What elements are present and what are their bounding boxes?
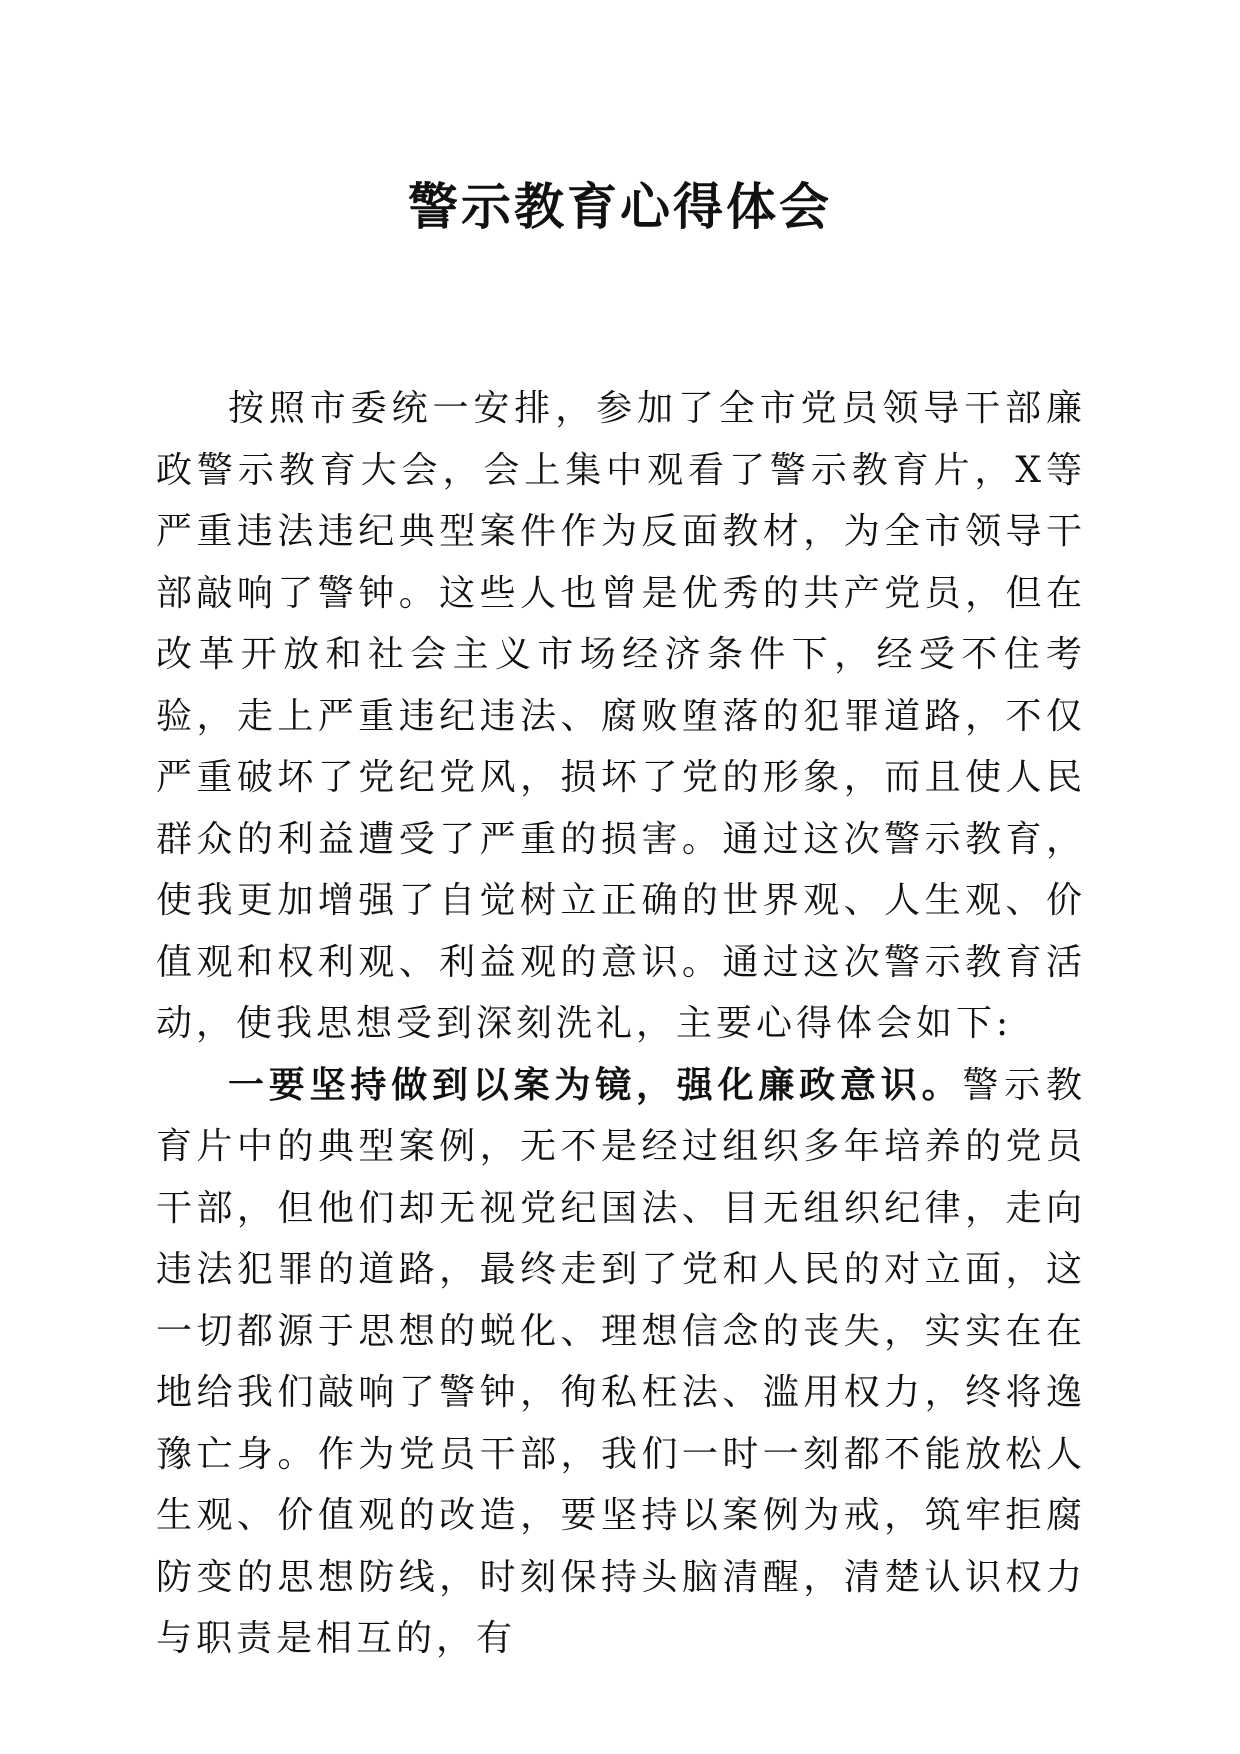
document-body bbox=[156, 378, 1086, 1670]
document-title: 警示教育心得体会 bbox=[408, 177, 832, 236]
paragraph-lead-heading: 一要坚持做到以案为镜，强化廉政意识。 bbox=[228, 1064, 963, 1106]
paragraph-intro bbox=[156, 378, 1086, 1055]
paragraph-text: 警示教育片中的典型案例，无不是经过组织多年培养的党员干部，但他们却无视党纪国法、目无组织纪律，走向违法犯罪的道路，最终走到了党和人民的对立面，这一切都源于思想的蜕化、理想信念的丧失，实实在在地给我们敲响了警钟，徇私枉法、滥用权力，终将逸豫亡身。作为党员干部，我们一时一刻都不能放松人生观、价值观的改造，要坚持以案例为戒，筑牢拒腐防变的思想防线，时刻保持头脑清醒，清楚认识权力与职责是相互的，有 bbox=[156, 1064, 1086, 1659]
paragraph-text: 按照市委统一安排，参加了全市党员领导干部廉政警示教育大会，会上集中观看了警示教育片，X等严重违法违纪典型案件作为反面教材，为全市领导干部敲响了警钟。这些人也曾是优秀的共产党员，但在改革开放和社会主义市场经济条件下，经受不住考验，走上严重违纪违法、腐败堕落的犯罪道路，不仅严重破坏了党纪党风，损坏了党的形象，而且使人民群众的利益遭受了严重的损害。通过这次警示教育，使我更加增强了自觉树立正确的世界观、人生观、价值观和权利观、利益观的意识。通过这次警示教育活动，使我思想受到深刻洗礼，主要心得体会如下: bbox=[156, 388, 1086, 1044]
paragraph-point-one bbox=[156, 1055, 1086, 1670]
